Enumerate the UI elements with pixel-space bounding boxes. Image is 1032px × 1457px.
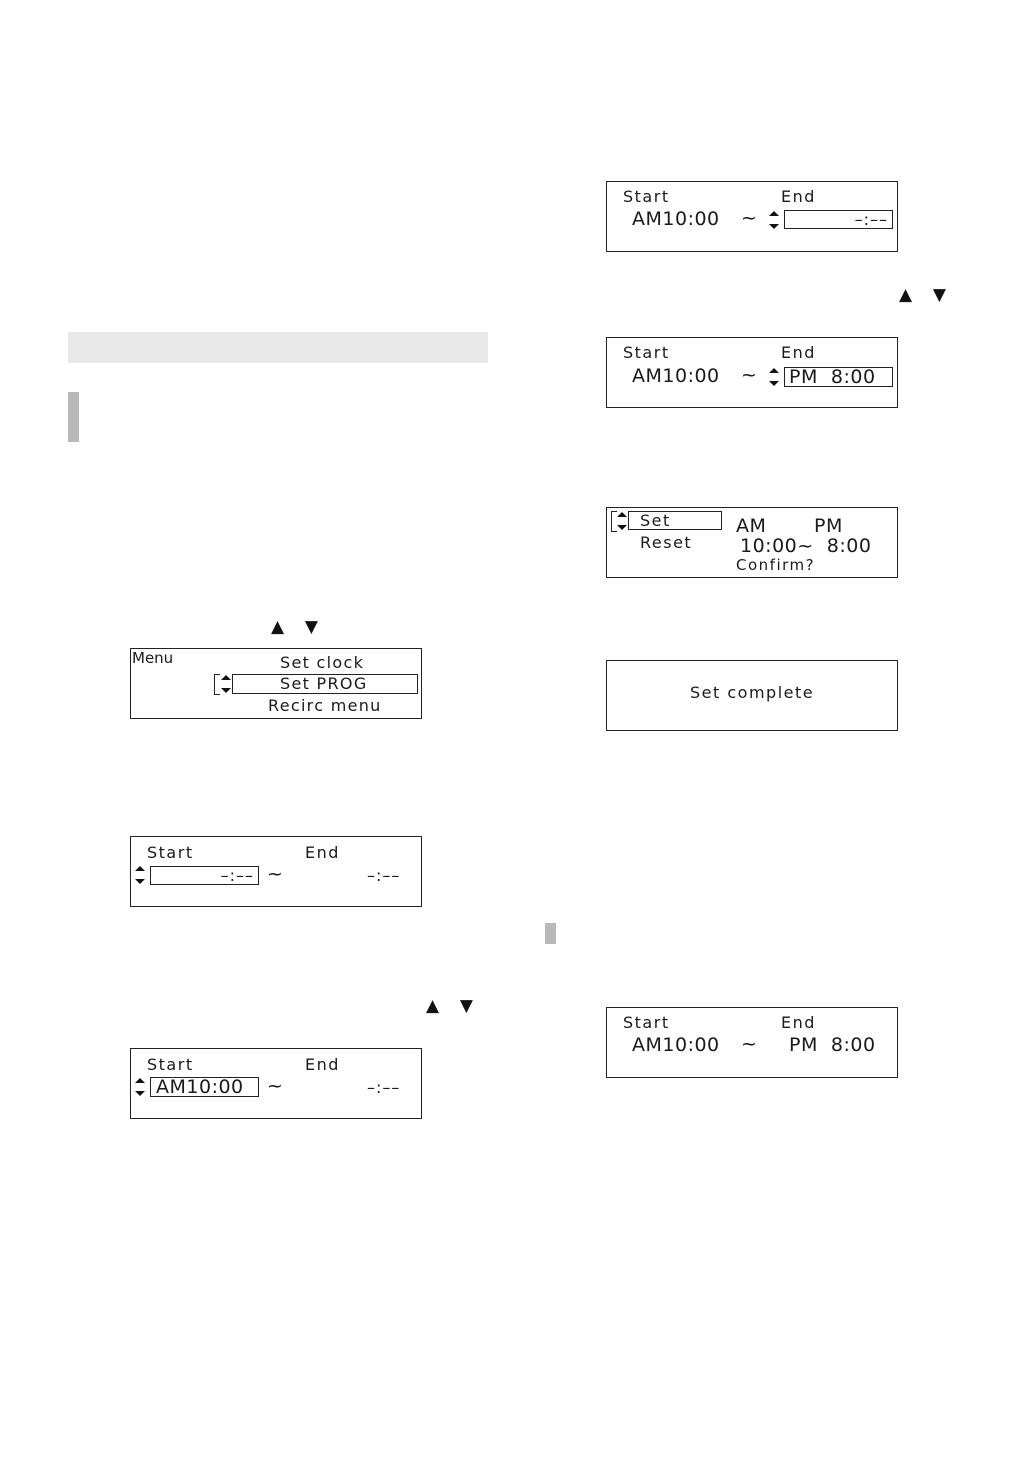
up-arrow-icon: ▲ xyxy=(426,996,440,1016)
lcd-end-set-screen xyxy=(606,337,898,408)
tilde: ~ xyxy=(741,364,757,386)
note-marker-bar xyxy=(545,923,556,944)
up-arrow-icon: ▲ xyxy=(271,617,285,637)
start-time-value: –:–– xyxy=(220,866,254,885)
end-time-value: PM 8:00 xyxy=(789,1034,876,1056)
start-time-field xyxy=(150,866,259,885)
up-down-icon xyxy=(221,674,231,694)
end-label: End xyxy=(781,343,816,362)
tilde: ~ xyxy=(741,207,757,229)
menu-item-recirc-menu: Recirc menu xyxy=(268,696,382,715)
end-label: End xyxy=(781,187,816,206)
lcd-complete-screen xyxy=(606,660,898,731)
option-set: Set xyxy=(640,511,671,530)
lcd-start-blank-screen xyxy=(130,836,422,907)
up-arrow-icon: ▲ xyxy=(899,285,913,305)
down-arrow-icon: ▼ xyxy=(304,617,318,637)
start-label: Start xyxy=(623,1013,670,1032)
up-down-icon xyxy=(769,210,779,230)
start-label: Start xyxy=(623,187,670,206)
up-down-icon xyxy=(769,367,779,387)
lcd-end-blank-screen xyxy=(606,181,898,252)
time-range: 10:00~ 8:00 xyxy=(740,535,872,557)
selection-bracket xyxy=(214,674,220,695)
arrow-keys-indicator-3 xyxy=(899,285,946,305)
complete-message: Set complete xyxy=(690,683,815,702)
up-down-icon xyxy=(135,865,145,885)
section-header-band xyxy=(68,332,488,363)
confirm-prompt: Confirm? xyxy=(736,556,816,574)
down-arrow-icon: ▼ xyxy=(932,285,946,305)
lcd-start-set-screen xyxy=(130,1048,422,1119)
arrow-keys-indicator-1 xyxy=(271,617,318,637)
start-time-value: AM10:00 xyxy=(632,208,720,230)
tilde: ~ xyxy=(741,1033,757,1055)
end-time-value: –:–– xyxy=(854,210,888,229)
start-time-value: AM10:00 xyxy=(632,1034,720,1056)
start-time-value: AM10:00 xyxy=(156,1076,244,1098)
start-time-field xyxy=(150,1077,259,1097)
end-label: End xyxy=(305,1055,340,1074)
lcd-confirm-screen xyxy=(606,507,898,578)
up-down-icon xyxy=(617,511,627,531)
menu-title: Menu xyxy=(132,649,174,667)
start-time-value: AM10:00 xyxy=(632,365,720,387)
up-down-icon xyxy=(135,1077,145,1097)
end-label: End xyxy=(781,1013,816,1032)
end-time-field xyxy=(784,210,893,229)
down-arrow-icon: ▼ xyxy=(459,996,473,1016)
start-label: Start xyxy=(147,843,194,862)
section-marker-bar xyxy=(68,392,79,442)
tilde: ~ xyxy=(267,863,283,885)
end-time-value: PM 8:00 xyxy=(789,366,876,388)
end-ampm: PM xyxy=(814,515,843,537)
start-label: Start xyxy=(147,1055,194,1074)
menu-item-set-prog: Set PROG xyxy=(280,674,368,693)
end-label: End xyxy=(305,843,340,862)
start-label: Start xyxy=(623,343,670,362)
option-reset: Reset xyxy=(640,533,693,552)
end-time-field xyxy=(784,367,893,387)
end-time-value: –:–– xyxy=(367,1078,401,1097)
arrow-keys-indicator-2 xyxy=(426,996,473,1016)
lcd-result-screen xyxy=(606,1007,898,1078)
start-ampm: AM xyxy=(736,515,767,537)
lcd-menu-screen xyxy=(130,648,422,719)
end-time-value: –:–– xyxy=(367,866,401,885)
tilde: ~ xyxy=(267,1075,283,1097)
menu-item-set-clock: Set clock xyxy=(280,653,365,672)
